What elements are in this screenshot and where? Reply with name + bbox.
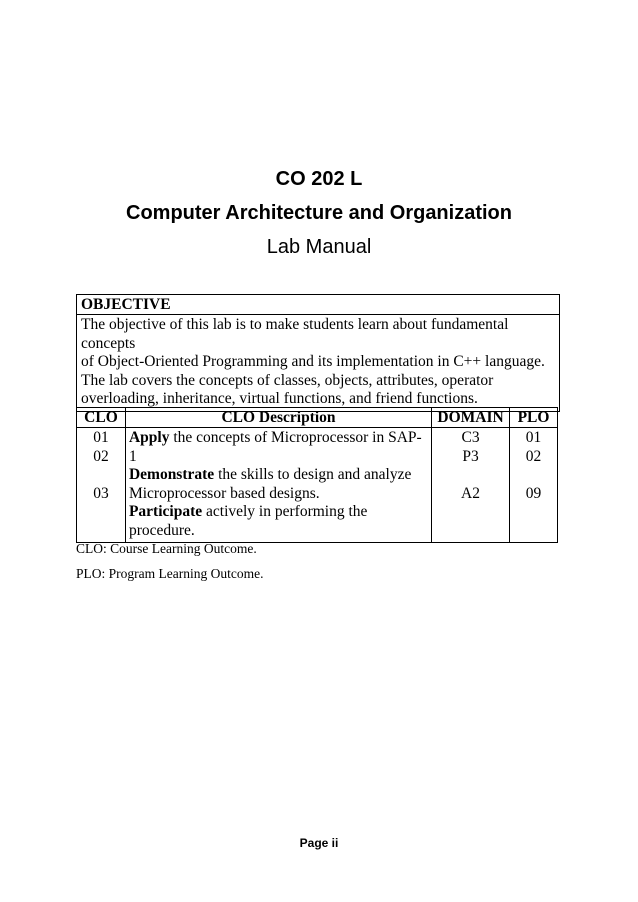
objective-box (76, 294, 560, 412)
plo-cell (510, 428, 558, 543)
column-header-domain: DOMAIN (432, 408, 510, 428)
clo-description: Apply the concepts of Microprocessor in SAP-1 (128, 429, 422, 465)
plo-definition-note: PLO: Program Learning Outcome. (76, 566, 264, 581)
clo-number: 03 (93, 484, 109, 502)
clo-definition-note: CLO: Course Learning Outcome. (76, 541, 257, 556)
column-header-clo: CLO (77, 408, 126, 428)
objective-line: The objective of this lab is to make students learn about fundamental concepts (81, 316, 509, 352)
plo-value: 01 (525, 429, 542, 446)
clo-description: Participate actively in performing the (128, 503, 368, 520)
objective-line: The lab covers the concepts of classes, objects, attributes, operator (81, 371, 494, 389)
page-number: Page ii (299, 836, 339, 850)
course-title: Computer Architecture and Organization (126, 202, 512, 224)
table-row (77, 428, 558, 543)
clo-description-continued: Microprocessor based designs. (128, 484, 320, 502)
clo-number: 02 (93, 447, 109, 465)
clo-verb: Demonstrate (128, 466, 215, 483)
clo-verb: Participate (128, 503, 203, 520)
domain-value: A2 (461, 484, 480, 502)
clo-number: 01 (93, 429, 109, 446)
clo-description: Demonstrate the skills to design and analyze (128, 466, 412, 483)
domain-value: C3 (461, 429, 480, 446)
course-code: CO 202 L (275, 168, 363, 190)
clo-number-cell (77, 428, 126, 543)
table-header-row (77, 408, 558, 428)
column-header-plo: PLO (510, 408, 558, 428)
domain-cell (432, 428, 510, 543)
plo-value: 09 (525, 484, 542, 502)
clo-table (76, 407, 558, 543)
domain-value: P3 (462, 447, 479, 465)
clo-description-cell (125, 428, 431, 543)
objective-text (77, 315, 559, 411)
plo-value: 02 (525, 447, 542, 465)
column-header-description: CLO Description (125, 408, 431, 428)
objective-heading: OBJECTIVE (77, 295, 559, 315)
document-type: Lab Manual (266, 236, 372, 258)
clo-verb: Apply (128, 429, 170, 446)
objective-line: overloading, inheritance, virtual functions, and friend functions. (81, 390, 478, 407)
objective-line: of Object-Oriented Programming and its implementation in C++ language. (81, 353, 545, 370)
clo-description-continued: procedure. (128, 521, 195, 539)
